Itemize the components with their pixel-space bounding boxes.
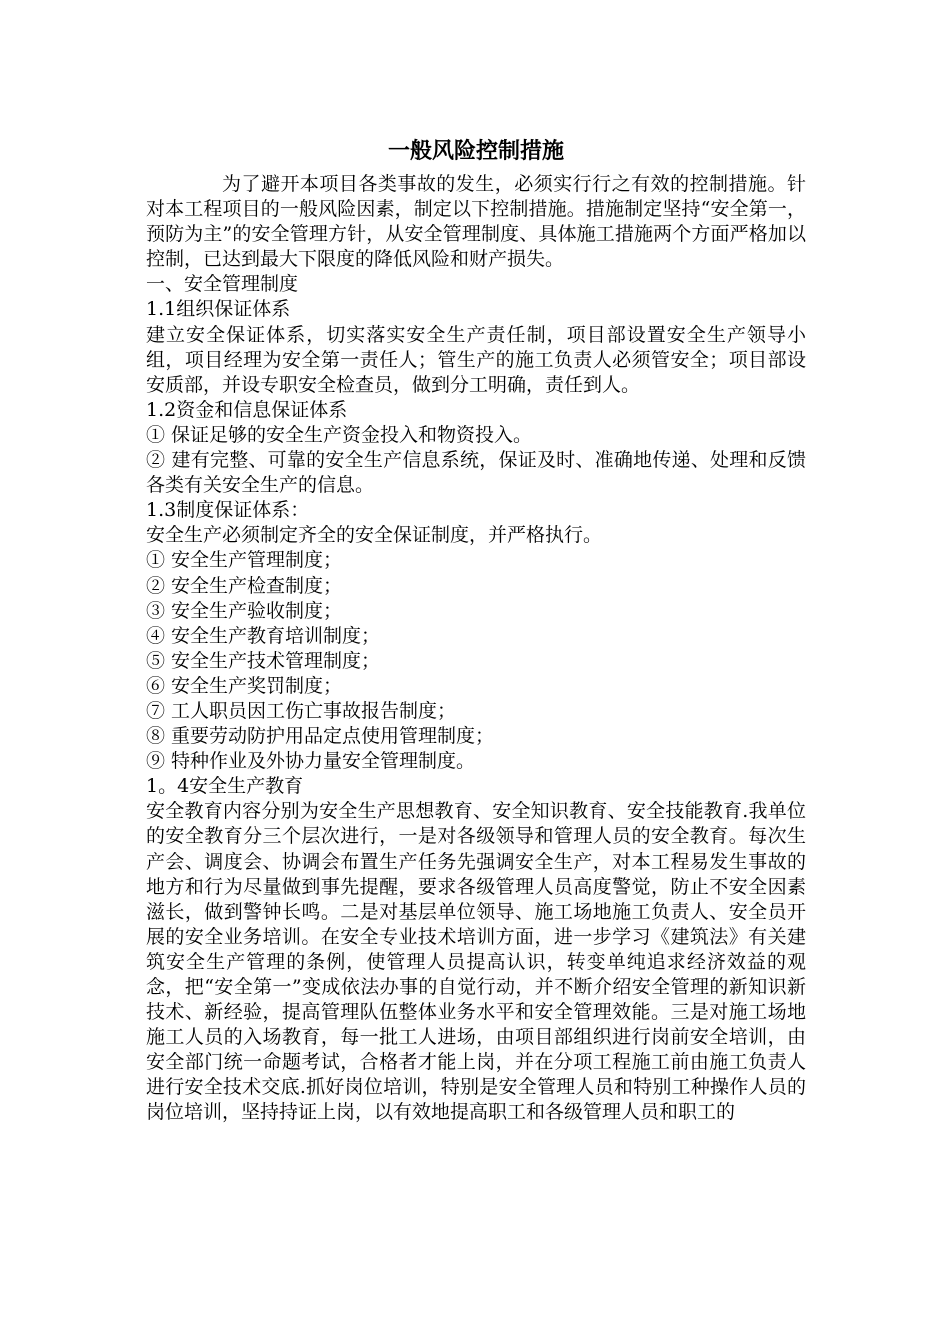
- list-item: ⑤ 安全生产技术管理制度；: [146, 649, 381, 672]
- subsection-heading-organization: 1.1组织保证体系: [146, 298, 291, 321]
- list-item: ③ 安全生产验收制度；: [146, 599, 343, 622]
- education-paragraph: 安全教育内容分别为安全生产思想教育、安全知识教育、安全技能教育.我单位的安全教育分三个层次进行，一是对各级领导和管理人员的安全教育。每次生产会、调度会、协调会布置生产任务先强调安全生产，对本工程易发生事故的地方和行为尽量做到事先提醒，要求各级管理人员高度警觉，防止不安全因素滋长，做到警钟长鸣。二是对基层单位领导、施工场地施工负责人、安全员开展的安全业务培训。在安全专业技术培训方面，进一步学习《建筑法》有关建筑安全生产管理的条例，使管理人员提高认识，转变单纯追求经济效益的观念，把“安全第一”变成依法办事的自觉行动，并不断介绍安全管理的新知识新技术、新经验，提高管理队伍整体业务水平和安全管理效能。三是对施工场地施工人员的入场教育，每一批工人进场，由项目部组织进行岗前安全培训，由安全部门统一命题考试，合格者才能上岗，并在分项工程施工前由施工负责人进行安全技术交底.抓好岗位培训，特别是安全管理人员和特别工种操作人员的岗位培训，坚持持证上岗，以有效地提高职工和各级管理人员和职工的: [146, 800, 806, 1124]
- document-page: [146, 128, 806, 1126]
- list-item: ④ 安全生产教育培训制度；: [146, 624, 381, 647]
- document-title: 一般风险控制措施: [387, 139, 564, 164]
- section-heading-safety-management: 一、安全管理制度: [146, 273, 299, 296]
- list-item: ① 安全生产管理制度；: [146, 549, 343, 572]
- system-paragraph: 安全生产必须制定齐全的安全保证制度，并严格执行。: [146, 524, 603, 547]
- list-item: ② 建有完整、可靠的安全生产信息系统，保证及时、准确地传递、处理和反馈各类有关安全生产的信息。: [146, 449, 806, 497]
- subsection-heading-system: 1.3制度保证体系：: [146, 499, 310, 522]
- list-item: ⑦ 工人职员因工伤亡事故报告制度；: [146, 699, 457, 722]
- subsection-heading-funds-info: 1.2资金和信息保证体系: [146, 398, 348, 421]
- list-item: ⑧ 重要劳动防护用品定点使用管理制度；: [146, 725, 495, 748]
- list-item: ② 安全生产检查制度；: [146, 574, 343, 597]
- list-item: ⑨ 特种作业及外协力量安全管理制度。: [146, 750, 476, 773]
- list-item: ① 保证足够的安全生产资金投入和物资投入。: [146, 423, 533, 446]
- list-item: ⑥ 安全生产奖罚制度；: [146, 674, 343, 697]
- subsection-heading-education: 1。4安全生产教育: [146, 775, 304, 798]
- intro-paragraph: 为了避开本项目各类事故的发生，必须实行行之有效的控制措施。针对本工程项目的一般风险因素，制定以下控制措施。措施制定坚持“安全第一，预防为主”的安全管理方针，从安全管理制度、具体施工措施两个方面严格加以控制，已达到最大下限度的降低风险和财产损失。: [146, 173, 806, 271]
- organization-paragraph: 建立安全保证体系，切实落实安全生产责任制，项目部设置安全生产领导小组，项目经理为安全第一责任人；管生产的施工负责人必须管安全；项目部设安质部，并设专职安全检查员，做到分工明确，责任到人。: [146, 323, 806, 396]
